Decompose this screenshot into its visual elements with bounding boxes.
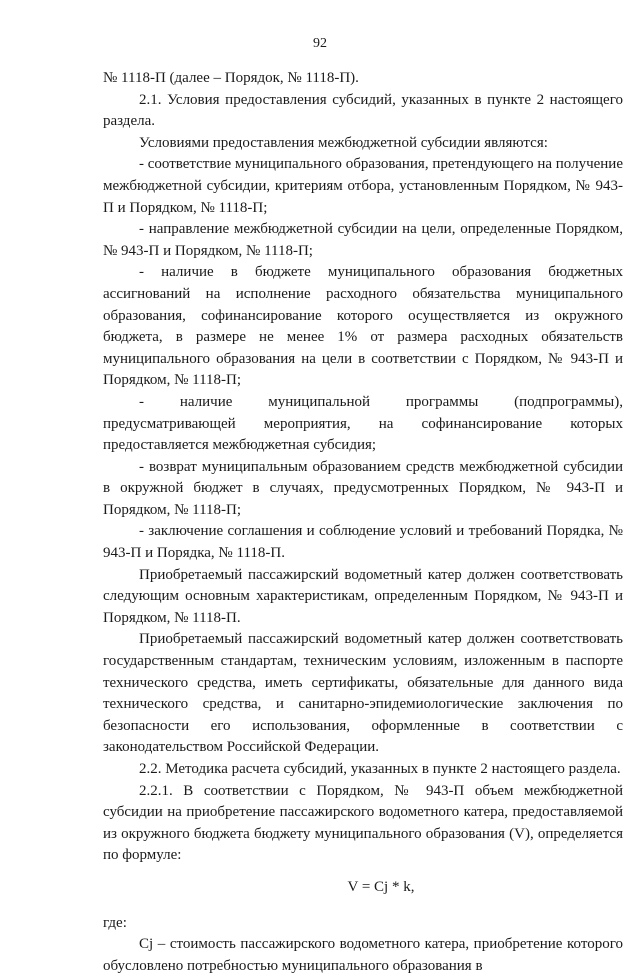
paragraph: 2.2. Методика расчета субсидий, указанных в пункте 2 настоящего раздела. [139,761,621,777]
paragraph: - заключение соглашения и соблюдение условий и требований Порядка, № 943-П и Порядка, № 1118-П. [103,523,623,562]
paragraph: Приобретаемый пассажирский водометный катер должен соответствовать государственным стандартам, техническим условиям, изложенным в паспорте технического средства, иметь сертификаты, обязательные для данного вида технического средства, и санитарно-эпидемиологические заключения по безопасности его использования, оформленные в соответствии с законодательством Российской Федерации. [103,631,623,756]
document-body [103,68,623,977]
paragraph: № 1118-П (далее – Порядок, № 1118-П). [103,70,359,86]
definition-cj: Cj – стоимость пассажирского водометного катера, приобретение которого обусловлено потребностью муниципального образования в [103,936,623,974]
where-label: где: [103,914,127,931]
paragraph: - возврат муниципальным образованием средств межбюджетной субсидии в окружной бюджет в случаях, предусмотренных Порядком, № 943-П и Порядком, № 1118-П; [103,458,623,518]
paragraph: Приобретаемый пассажирский водометный катер должен соответствовать следующим основным характеристикам, определенным Порядком, № 943-П и Порядком, № 1118-П. [103,566,623,626]
formula: V = Cj * k, [347,878,415,895]
paragraph: - соответствие муниципального образования, претендующего на получение межбюджетной субсидии, критериям отбора, установленным Порядком, № 943-П и Порядком, № 1118-П; [103,156,623,216]
page-number: 92 [313,36,327,51]
paragraph: - наличие муниципальной программы (подпрограммы), предусматривающей мероприятия, на софинансирование которых предоставляется межбюджетная субсидия; [103,393,623,454]
paragraph: Условиями предоставления межбюджетной субсидии являются: [139,134,548,151]
paragraph: 2.1. Условия предоставления субсидий, указанных в пункте 2 настоящего раздела. [103,91,623,130]
paragraph: 2.2.1. В соответствии с Порядком, № 943-П объем межбюджетной субсидии на приобретение пассажирского водометного катера, предоставляемой из окружного бюджета бюджету муниципального образования (V), определяется по формуле: [103,782,623,864]
paragraph: - наличие в бюджете муниципального образования бюджетных ассигнований на исполнение расходного обязательства муниципального образования, софинансирование которого осуществляется из окружного бюджета, в размере не менее 1% от размера расходных обязательств муниципального образования на цели в соответствии с Порядком, № 943-П и Порядком, № 1118-П; [103,264,623,389]
paragraph: - направление межбюджетной субсидии на цели, определенные Порядком, № 943-П и Порядком, № 1118-П; [103,221,623,259]
